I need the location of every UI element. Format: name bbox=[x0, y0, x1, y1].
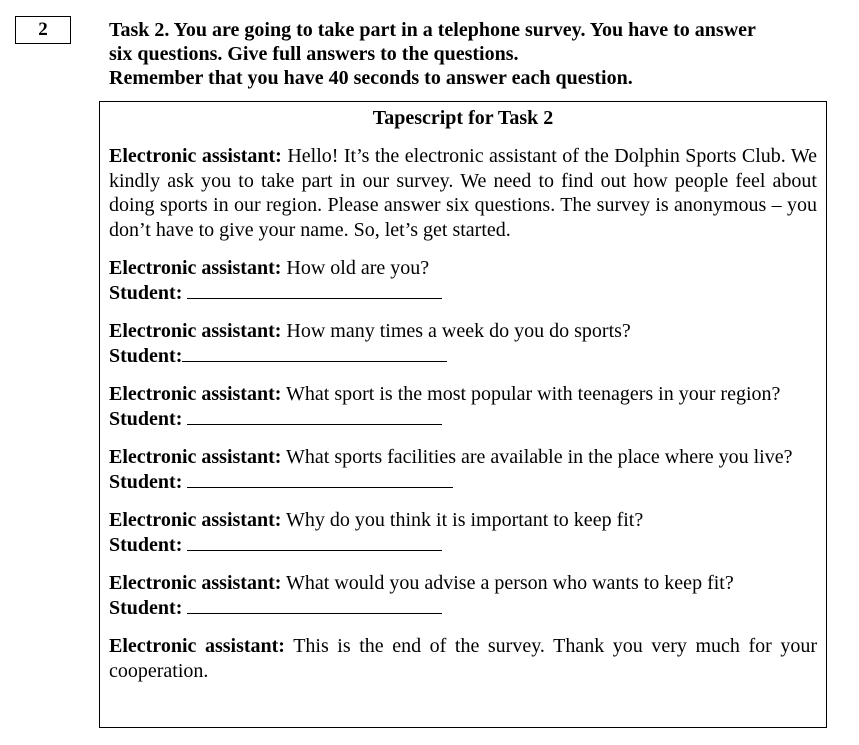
assistant-label: Electronic assistant: bbox=[109, 446, 282, 468]
assistant-label: Electronic assistant: bbox=[109, 383, 282, 405]
instructions-line-1: Task 2. You are going to take part in a telephone survey. You have to answer bbox=[109, 19, 756, 41]
question-text: Why do you think it is important to keep fit? bbox=[286, 509, 644, 531]
question-block-4 bbox=[109, 445, 817, 494]
closing-block bbox=[109, 634, 817, 683]
student-answer-line bbox=[187, 534, 442, 551]
question-text: What sport is the most popular with teenagers in your region? bbox=[286, 383, 781, 405]
question-block-6 bbox=[109, 571, 817, 620]
question-text: What would you advise a person who wants to keep fit? bbox=[286, 572, 734, 594]
intro-text: Hello! It’s the electronic assistant of the Dolphin Sports Club. We kindly ask you to take part in our survey. We need to find out how people feel about doing sports in our region. Please answer six questions. The survey is anonymous – you don’t have to give your name. So, let’s get started. bbox=[109, 145, 817, 241]
student-label: Student: bbox=[109, 407, 183, 430]
tapescript-box bbox=[99, 101, 827, 728]
closing-text: This is the end of the survey. Thank you very much for your cooperation. bbox=[109, 635, 817, 682]
student-label: Student: bbox=[109, 281, 183, 304]
task-number-box: 2 bbox=[15, 16, 71, 44]
assistant-label: Electronic assistant: bbox=[109, 320, 282, 342]
question-block-3 bbox=[109, 382, 817, 431]
student-answer-line bbox=[187, 408, 442, 425]
assistant-label: Electronic assistant: bbox=[109, 635, 285, 657]
student-label: Student: bbox=[109, 596, 183, 619]
instructions-line-2: six questions. Give full answers to the questions. bbox=[109, 43, 519, 65]
student-answer-line bbox=[187, 597, 442, 614]
assistant-label: Electronic assistant: bbox=[109, 257, 282, 279]
assistant-label: Electronic assistant: bbox=[109, 572, 282, 594]
question-block-5 bbox=[109, 508, 817, 557]
question-text: How many times a week do you do sports? bbox=[286, 320, 631, 342]
question-block-2 bbox=[109, 319, 817, 368]
student-answer-line bbox=[182, 345, 447, 362]
assistant-label: Electronic assistant: bbox=[109, 509, 282, 531]
assistant-label: Electronic assistant: bbox=[109, 145, 282, 167]
tapescript-title: Tapescript for Task 2 bbox=[372, 107, 554, 129]
student-label: Student: bbox=[109, 533, 183, 556]
question-block-1 bbox=[109, 256, 817, 305]
instructions-line-3: Remember that you have 40 seconds to answer each question. bbox=[109, 67, 633, 89]
student-label: Student: bbox=[109, 344, 183, 367]
student-answer-line bbox=[187, 471, 453, 488]
question-text: What sports facilities are available in the place where you live? bbox=[286, 446, 793, 468]
intro-block bbox=[109, 144, 817, 242]
student-label: Student: bbox=[109, 470, 183, 493]
student-answer-line bbox=[187, 282, 442, 299]
question-text: How old are you? bbox=[286, 257, 430, 279]
task-instructions bbox=[109, 18, 829, 90]
